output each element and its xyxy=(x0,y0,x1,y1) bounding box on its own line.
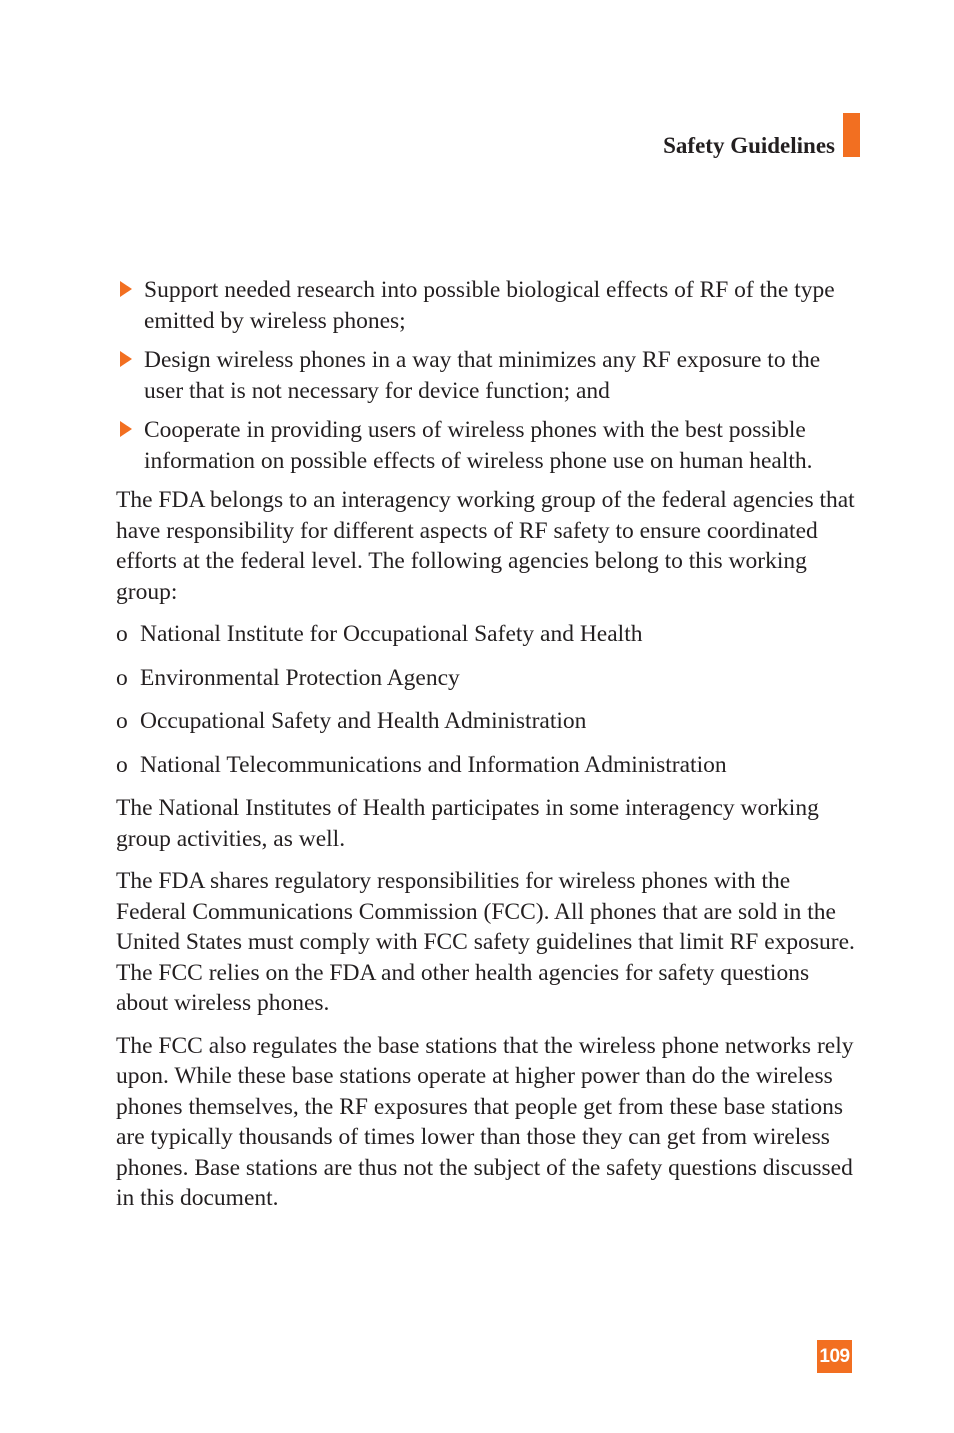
bullet-item xyxy=(116,415,861,476)
agency-name: Environmental Protection Agency xyxy=(140,664,460,691)
bullet-item xyxy=(116,345,861,406)
list-marker: o xyxy=(116,621,128,647)
triangle-bullet-icon xyxy=(120,421,132,437)
page-content xyxy=(116,275,861,1226)
agency-list-item xyxy=(116,706,861,737)
agency-name: National Telecommunications and Information Administration xyxy=(140,751,727,778)
list-marker: o xyxy=(116,664,128,691)
agency-name: National Institute for Occupational Safety and Health xyxy=(140,621,643,647)
paragraph-base-stations: The FCC also regulates the base stations that the wireless phone networks rely upon. While these base stations operate at higher power than do the wireless phones themselves, the RF exposures that people get from these base stations are typically thousands of times lower than those they can get from wireless phones. Base stations are thus not the subject of the safety questions discussed in this document. xyxy=(116,1032,854,1211)
paragraph-fcc-responsibilities: The FDA shares regulatory responsibilities for wireless phones with the Federal Communications Commission (FCC). All phones that are sold in the United States must comply with FCC safety guidelines that limit RF exposure. The FCC relies on the FDA and other health agencies for safety questions about wireless phones. xyxy=(116,868,855,1016)
agency-list-item xyxy=(116,663,861,694)
agency-name: Occupational Safety and Health Administration xyxy=(140,708,587,734)
bullet-text: Cooperate in providing users of wireless phones with the best possible information on possible effects of wireless phone use on human health. xyxy=(144,417,813,474)
bullet-item xyxy=(116,275,861,336)
bullet-text: Design wireless phones in a way that minimizes any RF exposure to the user that is not necessary for device function; and xyxy=(144,347,821,404)
page-number: 109 xyxy=(817,1340,852,1373)
list-marker: o xyxy=(116,708,128,734)
triangle-bullet-icon xyxy=(120,281,132,297)
paragraph-working-group: The FDA belongs to an interagency working group of the federal agencies that have responsibility for different aspects of RF safety to ensure coordinated efforts at the federal level. The following agencies belong to this working group: xyxy=(116,487,855,605)
list-marker: o xyxy=(116,751,128,778)
section-title: Safety Guidelines xyxy=(663,133,835,158)
paragraph-nih: The National Institutes of Health participates in some interagency working group activities, as well. xyxy=(116,795,819,852)
section-tab-marker xyxy=(843,113,860,157)
triangle-bullet-icon xyxy=(120,351,132,367)
bullet-text: Support needed research into possible biological effects of RF of the type emitted by wireless phones; xyxy=(144,277,835,334)
agency-list-item xyxy=(116,619,861,650)
agency-list-item xyxy=(116,750,861,781)
